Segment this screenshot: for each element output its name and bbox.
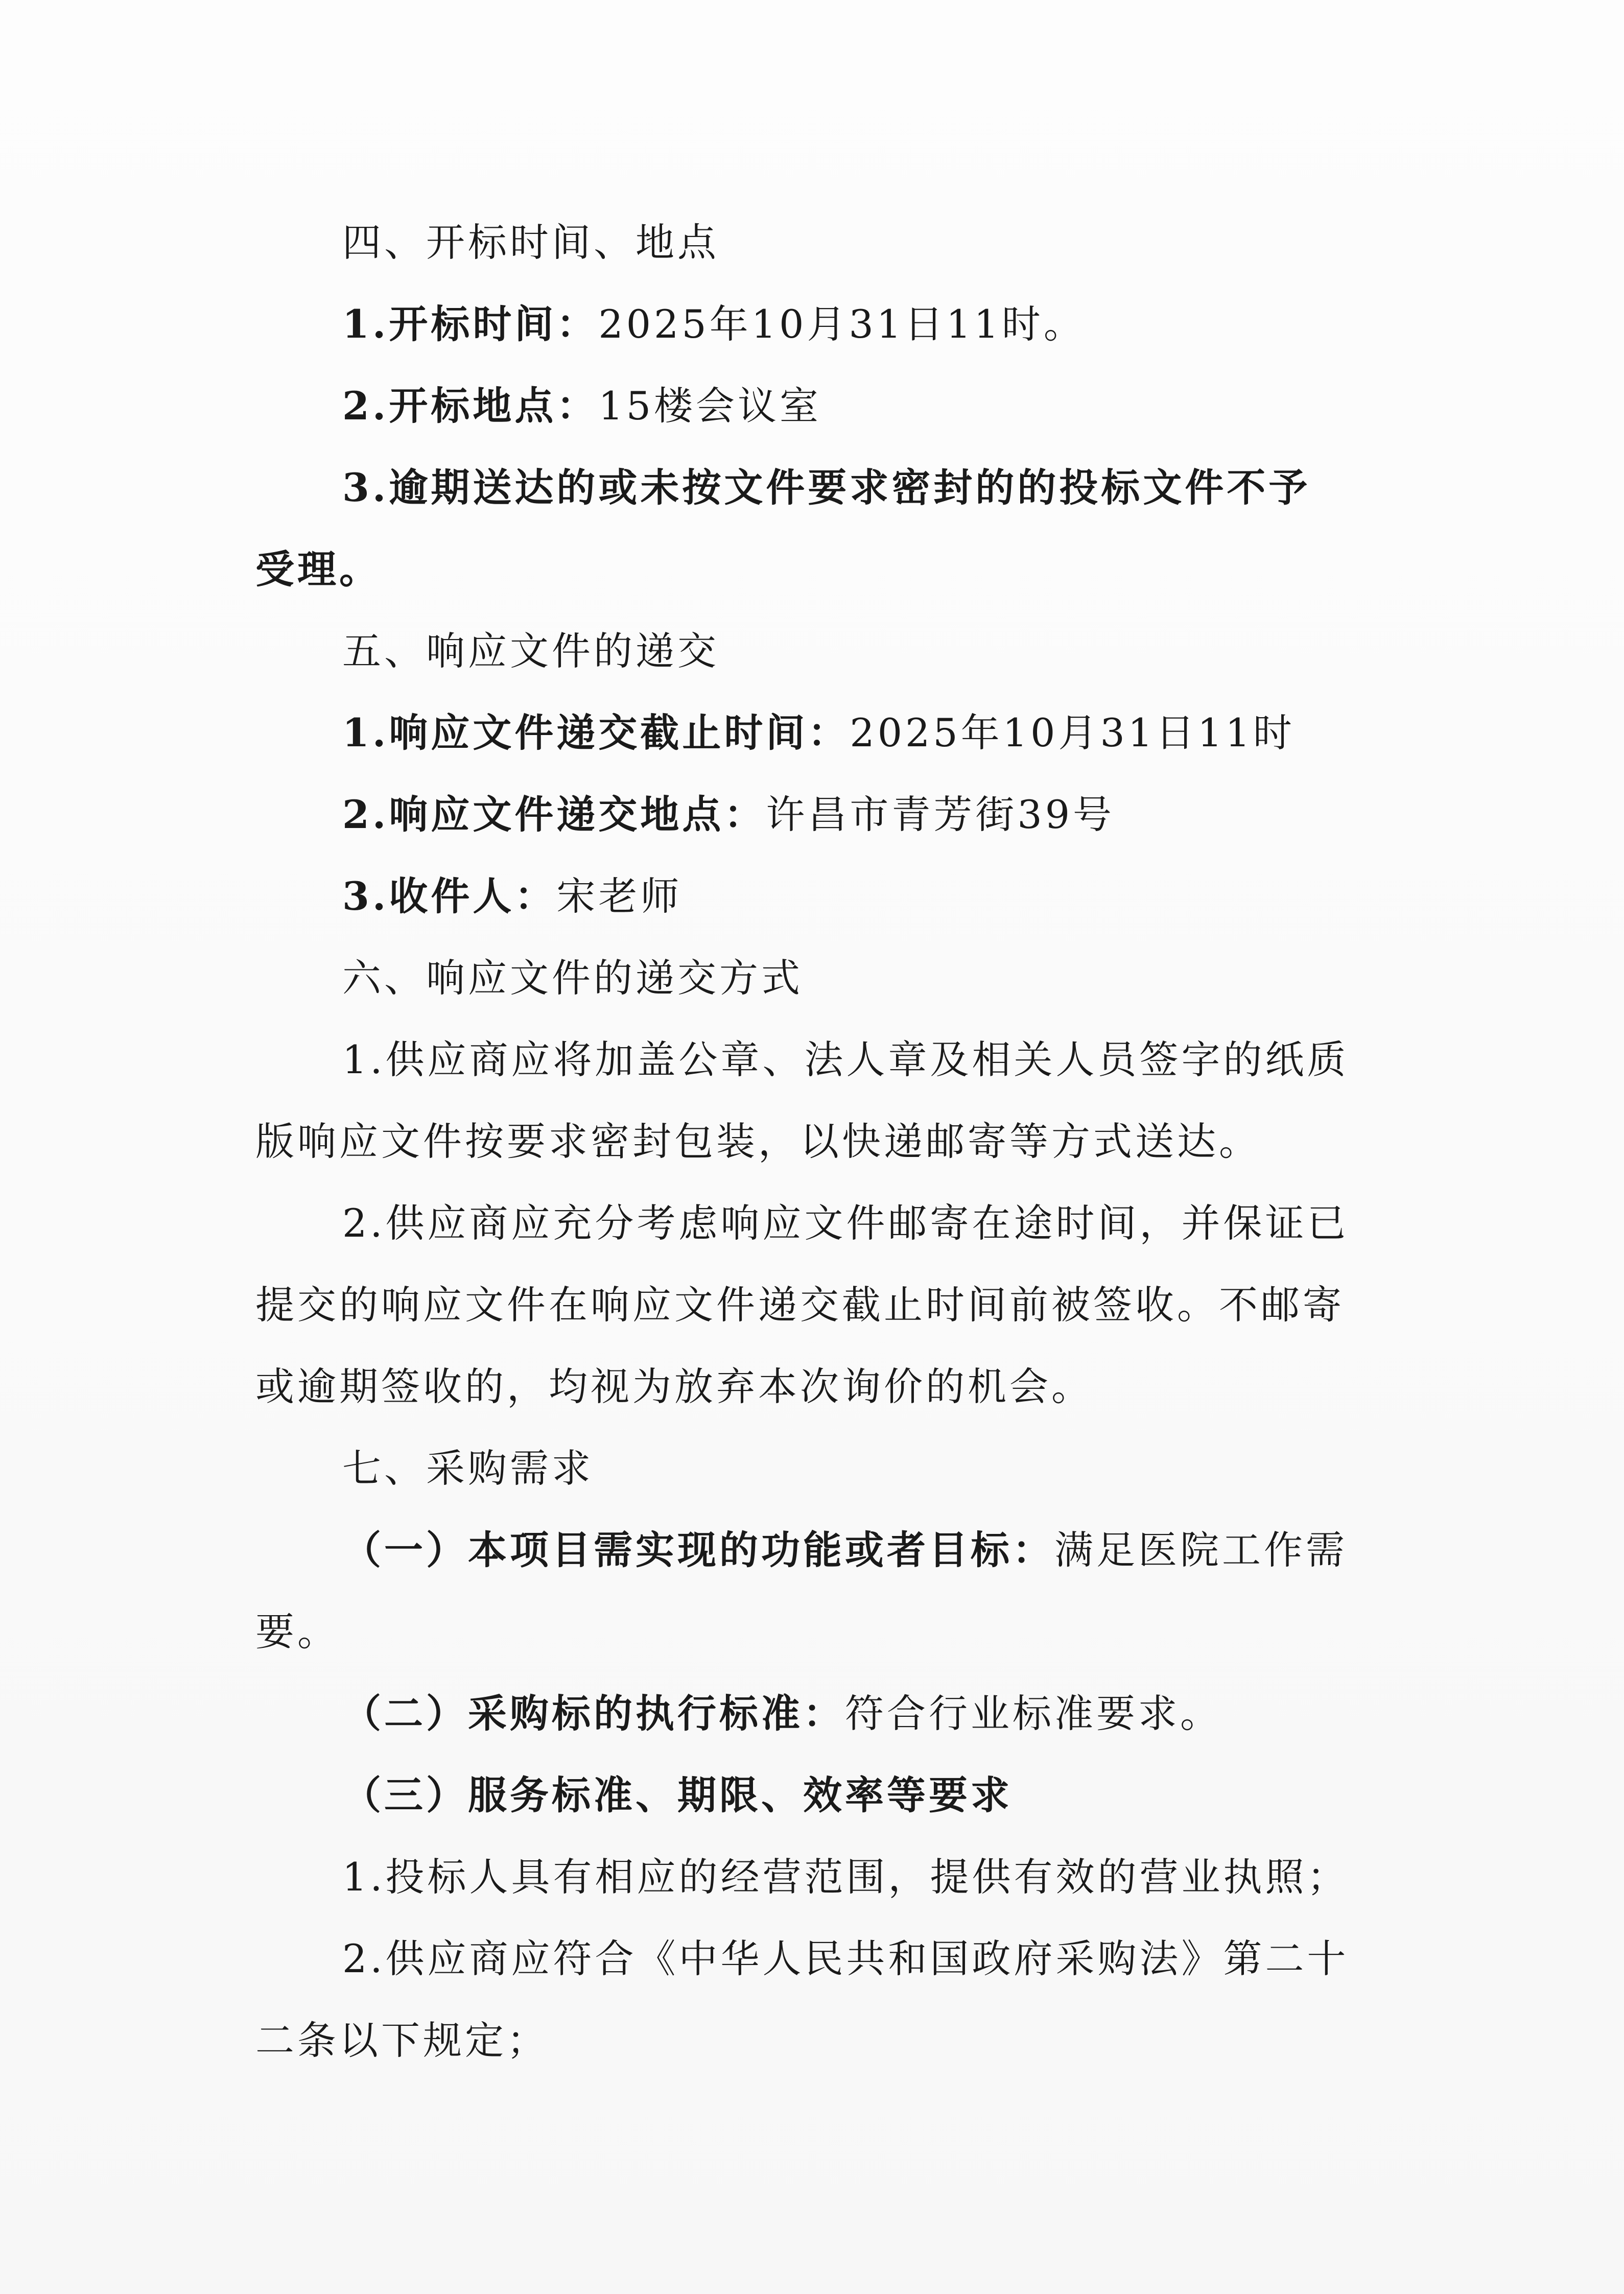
requirement-goal-label: （一）本项目需实现的功能或者目标： (342, 1527, 1054, 1573)
service-requirement-2-line1: 2.供应商应符合《中华人民共和国政府采购法》第二十 (342, 1936, 1349, 1981)
requirement-goal-line2: 要。 (255, 1609, 339, 1654)
late-submission-notice-line1: 3.逾期送达的或未按文件要求密封的的投标文件不予 (342, 465, 1311, 510)
submission-deadline-label: 1.响应文件递交截止时间： (342, 710, 850, 755)
late-submission-notice-line2: 受理。 (255, 547, 381, 592)
execution-standard-label: （二）采购标的执行标准： (342, 1691, 845, 1736)
service-requirement-2-line2: 二条以下规定； (255, 2018, 549, 2063)
opening-location-label: 2.开标地点： (342, 383, 599, 429)
recipient-line (342, 868, 682, 925)
opening-time-label: 1.开标时间： (342, 301, 599, 347)
delivery-method-2-line1: 2.供应商应充分考虑响应文件邮寄在途时间，并保证已 (342, 1200, 1349, 1246)
delivery-method-2-line2: 提交的响应文件在响应文件递交截止时间前被签收。不邮寄 (255, 1282, 1345, 1328)
submission-deadline-value: 2025年10月31日11时 (850, 710, 1295, 755)
delivery-method-1-line2: 版响应文件按要求密封包装，以快递邮寄等方式送达。 (255, 1119, 1261, 1164)
service-requirement-1: 1.投标人具有相应的经营范围，提供有效的营业执照； (342, 1854, 1349, 1900)
section-4-heading: 四、开标时间、地点 (342, 220, 719, 265)
delivery-method-1-line1: 1.供应商应将加盖公章、法人章及相关人员签字的纸质 (342, 1037, 1349, 1082)
service-standard-heading: （三）服务标准、期限、效率等要求 (342, 1772, 1013, 1818)
opening-time-line (342, 296, 1086, 352)
section-5-heading: 五、响应文件的递交 (342, 628, 719, 674)
requirement-goal-value: 满足医院工作需 (1054, 1527, 1348, 1573)
submission-location-value: 许昌市青芳街39号 (766, 792, 1115, 837)
submission-deadline-line (342, 705, 1295, 761)
recipient-label: 3.收件人： (342, 873, 557, 919)
section-6-heading: 六、响应文件的递交方式 (342, 955, 803, 1001)
recipient-value: 宋老师 (556, 873, 682, 919)
opening-time-value: 2025年10月31日11时。 (598, 301, 1086, 347)
execution-standard-value: 符合行业标准要求。 (845, 1691, 1222, 1736)
opening-location-value: 15楼会议室 (598, 383, 822, 429)
execution-standard-line (342, 1686, 1222, 1742)
section-7-heading: 七、采购需求 (342, 1446, 594, 1491)
submission-location-line (342, 787, 1115, 843)
requirement-goal-line1 (342, 1522, 1348, 1578)
delivery-method-2-line3: 或逾期签收的，均视为放弃本次询价的机会。 (255, 1364, 1093, 1409)
submission-location-label: 2.响应文件递交地点： (342, 792, 766, 837)
opening-location-line (342, 378, 821, 434)
